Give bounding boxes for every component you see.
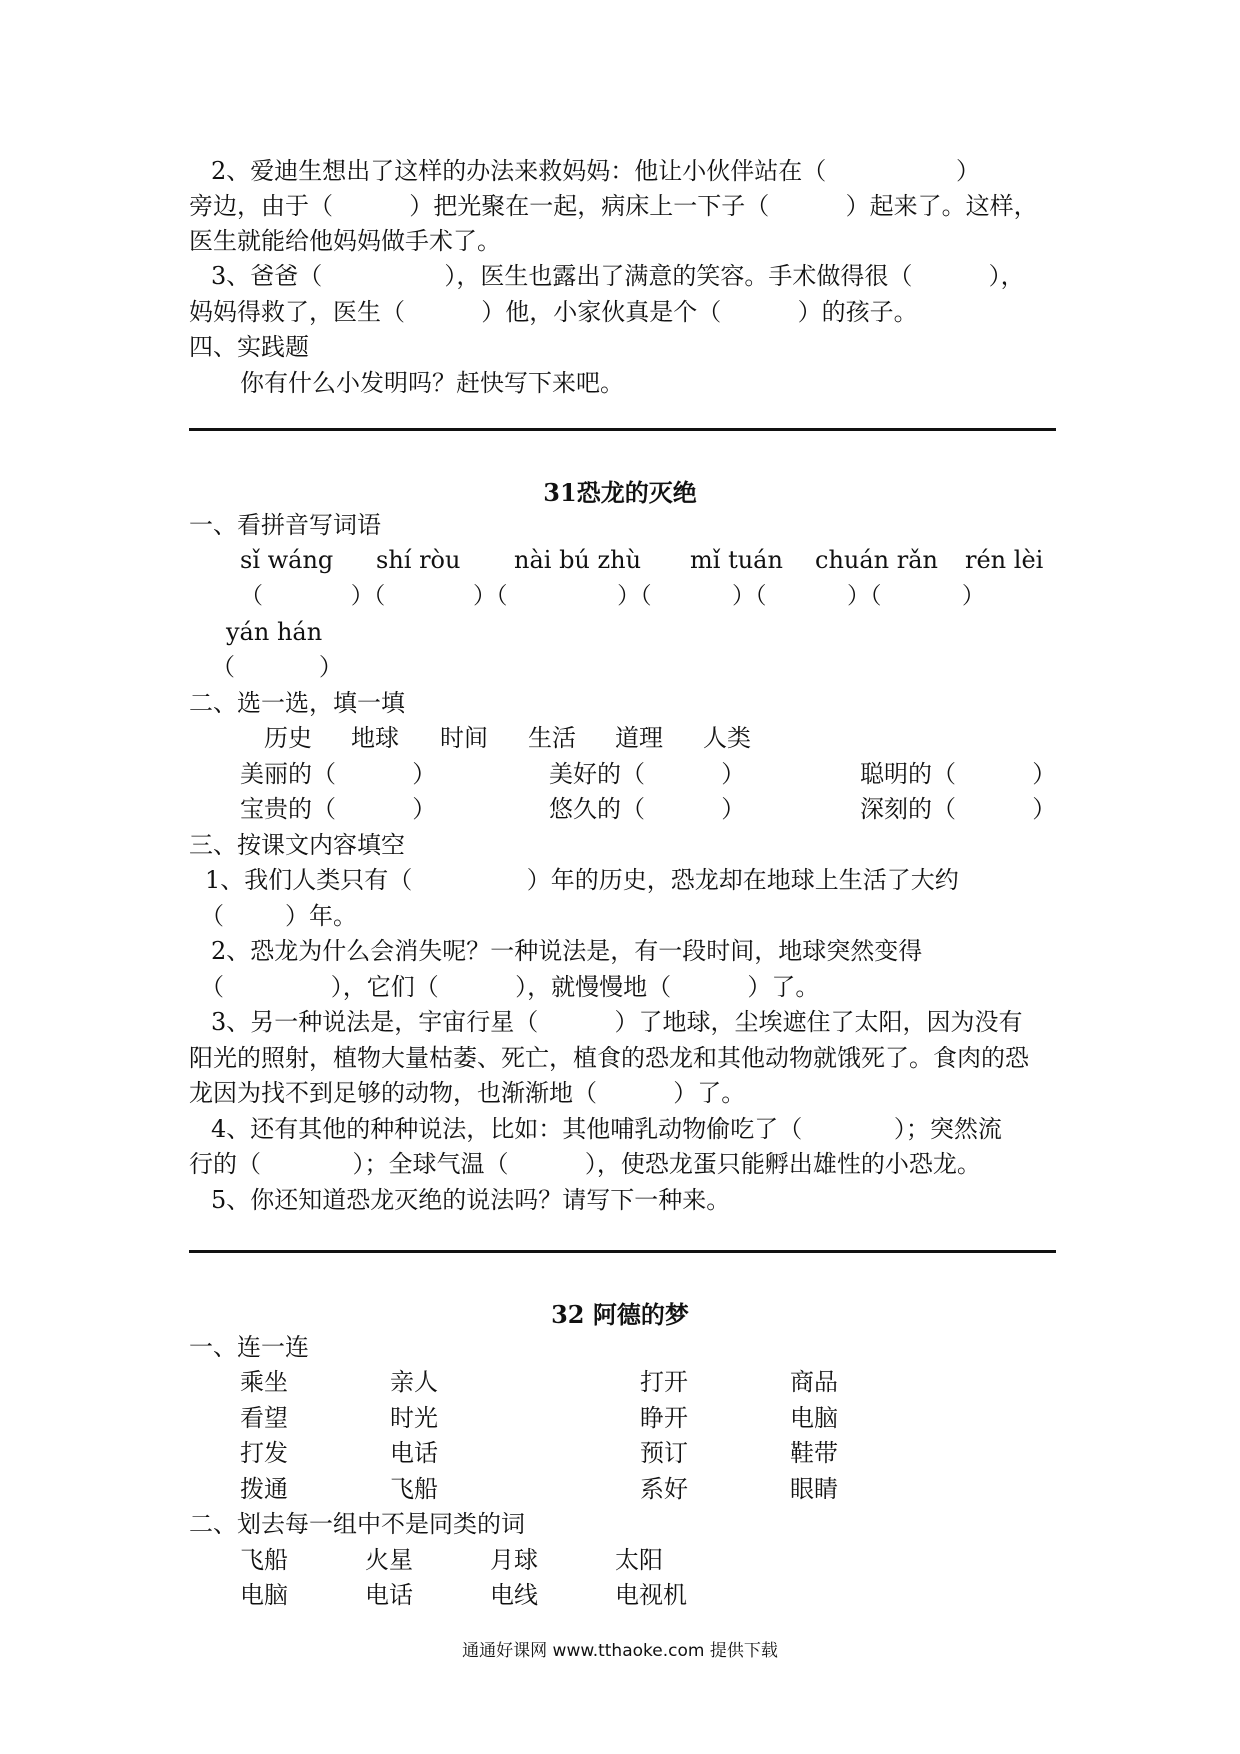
- group-word: 电视机: [615, 1581, 687, 1609]
- fill-item: 深刻的（ ）: [860, 795, 1057, 823]
- match-word: 飞船: [390, 1475, 438, 1503]
- q2-line3: 医生就能给他妈妈做手术了。: [189, 227, 501, 255]
- word-bank-item: 人类: [703, 724, 751, 752]
- pinyin-item: nài bú zhù: [514, 546, 642, 574]
- match-word: 电话: [390, 1439, 438, 1467]
- group-word: 太阳: [615, 1546, 663, 1574]
- match-word: 看望: [240, 1404, 288, 1432]
- match-word: 系好: [640, 1475, 688, 1503]
- fill-item: 美好的（ ）: [549, 760, 746, 788]
- match-word: 打发: [240, 1439, 288, 1467]
- pinyin-item: mǐ tuán: [690, 546, 783, 574]
- lesson-31-title: 31恐龙的灭绝: [543, 478, 697, 507]
- fill-item: 美丽的（ ）: [240, 760, 437, 788]
- pinyin-item: shí ròu: [376, 546, 461, 574]
- q3-line1: 3、爸爸（ ），医生也露出了满意的笑容。手术做得很（ ），: [211, 262, 1025, 290]
- l32-section-1-heading: 一、连一连: [189, 1333, 309, 1361]
- q2-line2: 旁边，由于（ ）把光聚在一起，病床上一下子（ ）起来了。这样，: [189, 192, 1038, 220]
- l31-q1-line1: 1、我们人类只有（ ）年的历史，恐龙却在地球上生活了大约: [205, 866, 959, 894]
- l31-section-1-heading: 一、看拼音写词语: [189, 511, 381, 539]
- match-word: 鞋带: [790, 1439, 838, 1467]
- group-word: 火星: [365, 1546, 413, 1574]
- section-4-heading: 四、实践题: [189, 333, 309, 361]
- l31-section-3-heading: 三、按课文内容填空: [189, 831, 405, 859]
- l31-q5: 5、你还知道恐龙灭绝的说法吗？请写下一种来。: [211, 1186, 731, 1214]
- l32-section-2-heading: 二、划去每一组中不是同类的词: [189, 1510, 525, 1538]
- l31-q2-line2: （ ），它们（ ），就慢慢地（ ）了。: [200, 973, 820, 1001]
- group-word: 电线: [490, 1581, 538, 1609]
- match-word: 电脑: [790, 1404, 838, 1432]
- divider-2: [189, 1250, 1056, 1253]
- match-word: 时光: [390, 1404, 438, 1432]
- answer-brackets-2: （ ）: [211, 653, 343, 681]
- match-word: 亲人: [390, 1368, 438, 1396]
- word-bank-item: 道理: [615, 724, 663, 752]
- q2-line1: 2、爱迪生想出了这样的办法来救妈妈：他让小伙伴站在（ ）: [211, 157, 980, 185]
- q3-line2: 妈妈得救了，医生（ ）他，小家伙真是个（ ）的孩子。: [189, 298, 918, 326]
- group-word: 电话: [365, 1581, 413, 1609]
- l31-q4-line2: 行的（ ）；全球气温（ ），使恐龙蛋只能孵出雄性的小恐龙。: [189, 1150, 981, 1178]
- pinyin-item: chuán rǎn: [815, 546, 938, 574]
- match-word: 商品: [790, 1368, 838, 1396]
- pinyin-item: sǐ wáng: [240, 546, 334, 574]
- fill-item: 聪明的（ ）: [860, 760, 1057, 788]
- word-bank-item: 地球: [351, 724, 399, 752]
- match-word: 打开: [640, 1368, 688, 1396]
- match-word: 眼睛: [790, 1475, 838, 1503]
- lesson-32-title: 32 阿德的梦: [551, 1300, 689, 1329]
- group-word: 电脑: [240, 1581, 288, 1609]
- l31-q3-line3: 龙因为找不到足够的动物，也渐渐地（ ）了。: [189, 1079, 746, 1107]
- l31-q3-line2: 阳光的照射，植物大量枯萎、死亡，植食的恐龙和其他动物就饿死了。食肉的恐: [189, 1044, 1029, 1072]
- match-word: 预订: [640, 1439, 688, 1467]
- page-footer: 通通好课网 www.tthaoke.com 提供下载: [462, 1641, 778, 1661]
- l31-q3-line1: 3、另一种说法是，宇宙行星（ ）了地球，尘埃遮住了太阳，因为没有: [211, 1008, 1023, 1036]
- divider-1: [189, 428, 1056, 431]
- answer-brackets-row: （ ）（ ）（ ）（ ）（ ）（ ）: [240, 583, 985, 609]
- l31-q2-line1: 2、恐龙为什么会消失呢？一种说法是，有一段时间，地球突然变得: [211, 937, 923, 965]
- match-word: 睁开: [640, 1404, 688, 1432]
- word-bank-item: 历史: [264, 724, 312, 752]
- pinyin-item-2: yán hán: [226, 618, 323, 646]
- match-word: 乘坐: [240, 1368, 288, 1396]
- group-word: 月球: [490, 1546, 538, 1574]
- l31-q4-line1: 4、还有其他的种种说法，比如：其他哺乳动物偷吃了（ ）；突然流: [211, 1115, 1002, 1143]
- l31-section-2-heading: 二、选一选，填一填: [189, 689, 405, 717]
- pinyin-item: rén lèi: [965, 546, 1044, 574]
- l31-q1-line2: （ ）年。: [200, 902, 358, 930]
- word-bank-item: 时间: [440, 724, 488, 752]
- word-bank-item: 生活: [528, 724, 576, 752]
- fill-item: 宝贵的（ ）: [240, 795, 437, 823]
- match-word: 拨通: [240, 1475, 288, 1503]
- fill-item: 悠久的（ ）: [549, 795, 746, 823]
- section-4-question: 你有什么小发明吗？赶快写下来吧。: [240, 369, 624, 397]
- group-word: 飞船: [240, 1546, 288, 1574]
